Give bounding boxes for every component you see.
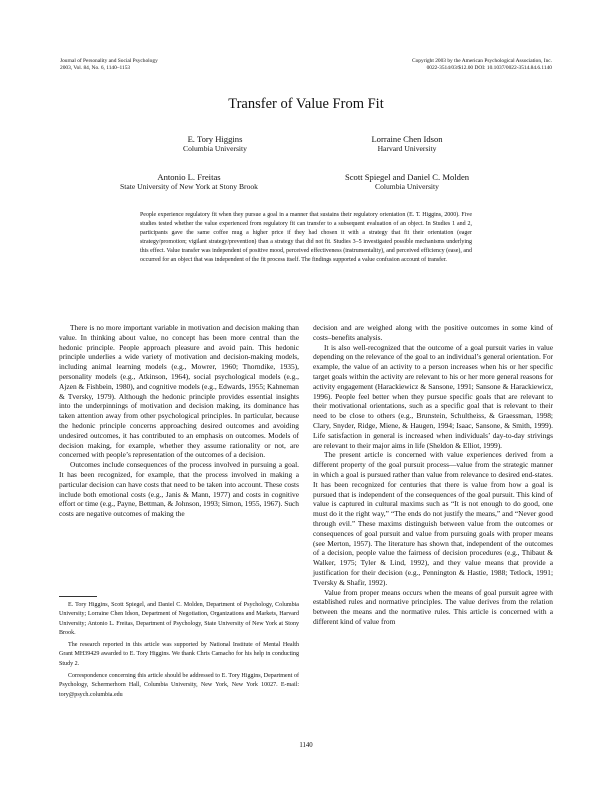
- footnotes: [59, 601, 299, 703]
- footnote-funding: The research reported in this article was supported by National Institute of Mental Health Grant MH39429 awarded to E. Tory Higgins. We thank Chris Camacho for his help in conducting Study 2.: [59, 642, 299, 667]
- doi-line: 0022-3514/03/$12.00 DOI: 10.1037/0022-3514.84.6.1140: [426, 64, 552, 71]
- author-name: Lorraine Chen Idson: [371, 134, 443, 144]
- footnote-divider: [59, 596, 97, 597]
- abstract: People experience regulatory fit when they pursue a goal in a manner that sustains their regulatory orientation (E. T. Higgins, 2000). Five studies tested whether the value experienced from regulatory fit can transfer to a subsequent evaluation of an object. In Studies 1 and 2, participants gave the same coffee mug a higher price if they had chosen it with a strategy that fit their orientation (eager strategy/promotion; vigilant strategy/prevention) than a strategy that did not fit. Studies 3–5 investigated possible mechanisms underlying this effect. Value transfer was independent of positive mood, perceived effectiveness (instrumentality), and perceived efficiency (ease), and occurred for an object that was independent of the fit process itself. The findings supported a value confusion account of transfer.: [140, 212, 472, 264]
- author-name: E. Tory Higgins: [187, 134, 243, 144]
- journal-header-right: [412, 58, 552, 71]
- journal-header-left: [60, 58, 158, 71]
- body-paragraph: Outcomes include consequences of the process involved in pursuing a goal. It has been recognized, for example, that the process involved in making a particular decision can have costs that need to be taken into account. These costs include both emotional costs (e.g., Janis & Mann, 1977) and costs in cognitive effort or time (e.g., Payne, Bettman, & Johnson, 1993; Simon, 1955, 1967). Such costs are negative outcomes of making the: [59, 460, 299, 519]
- author-name: Scott Spiegel and Daniel C. Molden: [344, 172, 470, 182]
- author-block: [64, 172, 314, 191]
- copyright-line: Copyright 2003 by the American Psychological Association, Inc.: [412, 58, 552, 64]
- footnote-author-note: E. Tory Higgins, Scott Spiegel, and Daniel C. Molden, Department of Psychology, Columbia University; Lorraine Chen Idson, Department of Negotiation, Organizations and Markets, Harvard University; Antonio L. Freitas, Department of Psychology, State University of New York at Stony Brook.: [59, 602, 299, 636]
- body-column-left: [59, 323, 299, 519]
- author-affiliation: Columbia University: [375, 182, 439, 191]
- author-name: Antonio L. Freitas: [157, 172, 221, 182]
- body-paragraph: Value from proper means occurs when the means of goal pursuit agree with established rules and normative principles. The value derives from the relation between the means and the normative rules. This article is concerned with a different kind of value from: [313, 587, 553, 626]
- author-block: [282, 172, 532, 191]
- body-paragraph: decision and are weighed along with the positive outcomes in some kind of costs–benefits analysis.: [313, 323, 553, 342]
- body-paragraph: There is no more important variable in motivation and decision making than value. In thinking about value, no concept has been more central than the hedonic principle. People approach pleasure and avoid pain. This hedonic principle underlies a wide variety of motivation and decision-making models, including animal learning models (e.g., Mowrer, 1960; Thorndike, 1935), personality models (e.g., Atkinson, 1964), social psychological models (e.g., Ajzen & Fishbein, 1980), and cognitive models (e.g., Edwards, 1955; Kahneman & Tversky, 1979). Although the hedonic principle provides essential insights into the underpinnings of motivation and decision making, its dominance has taken attention away from other psychological principles. In particular, because the hedonic principle concerns approaching desired outcomes and avoiding undesired outcomes, it has contributed to an emphasis on outcomes. Models of decision making, for example, whether they assume rationality or not, are concerned with people’s representation of the outcomes of a decision.: [59, 323, 299, 460]
- article-title: Transfer of Value From Fit: [228, 96, 384, 112]
- body-paragraph: The present article is concerned with value experiences derived from a different property of the goal pursuit process—value from the strategic manner in which a goal is pursued rather than value from relevance to desired end-states. It has been recognized for centuries that there is value from how a goal is pursued that is independent of the consequences of the goal pursuit. This kind of value is captured in cultural maxims such as “It is not enough to do good, one must do it the right way,” “The ends do not justify the means,” and “Never good through evil.” These maxims distinguish between value from the outcomes or consequences of goal pursuit and value from pursuing goals with proper means (see Merton, 1957). The literature has shown that, independent of the outcomes of a decision, people value the fairness of decision procedures (e.g., Thibaut & Walker, 1975; Tyler & Lind, 1992), and they value means that provide a justification for their decision (e.g., Pennington & Hastie, 1988; Tetlock, 1991; Tversky & Shafir, 1992).: [313, 450, 553, 587]
- journal-volume: 2003, Vol. 84, No. 6, 1140–1153: [60, 64, 131, 71]
- page-number: 1140: [299, 742, 313, 749]
- author-affiliation: Harvard University: [377, 144, 437, 153]
- author-affiliation: Columbia University: [183, 144, 247, 153]
- author-affiliation: State University of New York at Stony Brook: [120, 182, 258, 191]
- author-block: [282, 134, 532, 153]
- footnote-correspondence: Correspondence concerning this article should be addressed to E. Tory Higgins, Department of Psychology, Schermerhorn Hall, Columbia University, New York, New York 10027. E-mail: tory@psych.columbia.edu: [59, 673, 299, 698]
- body-column-right: [313, 323, 553, 627]
- body-paragraph: It is also well-recognized that the outcome of a goal pursuit varies in value depending on the relevance of the goal to an individual’s general orientation. For example, the value of an activity to a person increases when his or her specific target goals within the activity are relevant to his or her more general reasons for activity engagement (Harackiewicz & Sansone, 1991; Sansone & Harackiewicz, 1996). People feel better when they pursue specific goals that are relevant to their motivational orientations, such as a specific goal that is relevant to their need to be close to others (e.g., Brunstein, Schultheiss, & Graessman, 1998; Clary, Snyder, Ridge, Miene, & Haugen, 1994; Isaac, Sansone, & Smith, 1999). Life satisfaction in general is increased when individuals’ day-to-day strivings are relevant to their major aims in life (Sheldon & Elliot, 1999).: [313, 342, 553, 450]
- journal-name: Journal of Personality and Social Psychology: [60, 58, 158, 64]
